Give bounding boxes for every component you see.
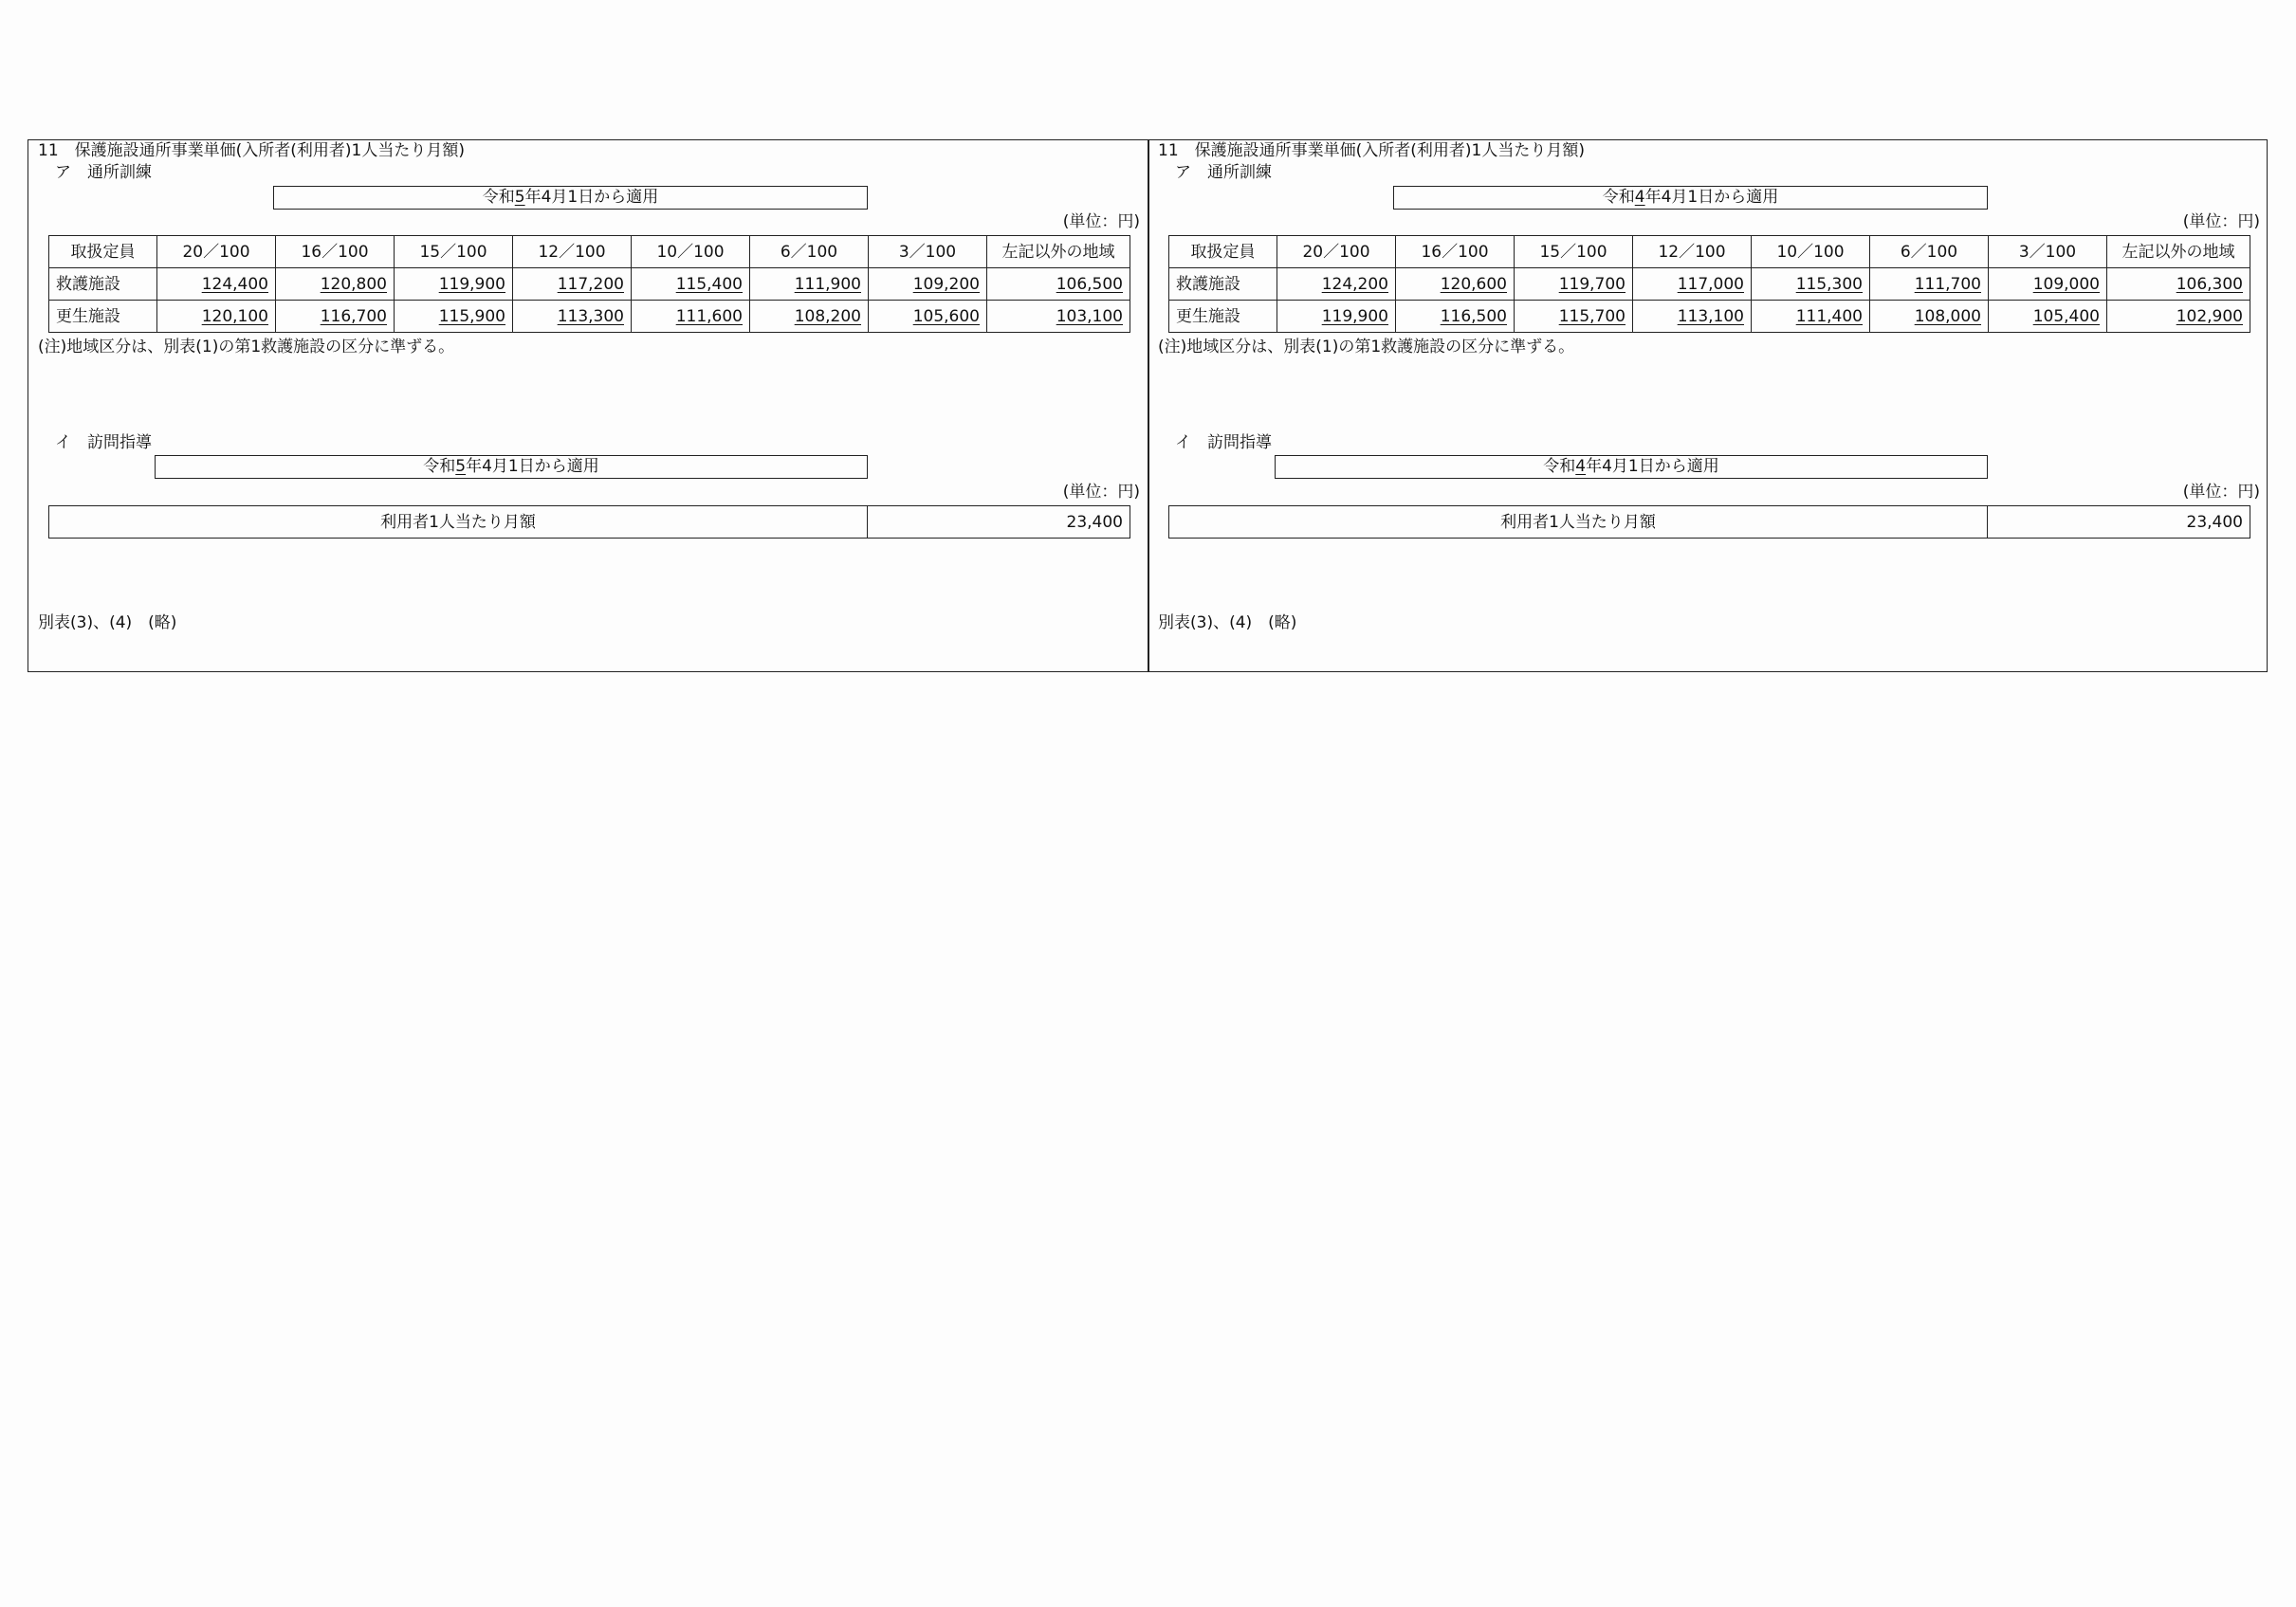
table-cell: 119,900 <box>438 274 505 294</box>
table-cell: 111,900 <box>794 274 861 294</box>
changed-year: 5 <box>514 188 525 207</box>
changed-year: 4 <box>1575 457 1587 476</box>
header-cell: 左記以外の地域 <box>2107 236 2250 268</box>
section-title: 11 保護施設通所事業単価(入所者(利用者)1人当たり月額) <box>1158 141 1585 160</box>
table-cell: 108,000 <box>1914 306 1981 326</box>
table-cell: 113,100 <box>1677 306 1744 326</box>
revised-column <box>28 140 1148 671</box>
home-visit-table <box>48 505 1130 539</box>
table-cell: 102,900 <box>2176 306 2243 326</box>
header-cell: 取扱定員 <box>49 236 157 268</box>
visit-label: 利用者1人当たり月額 <box>49 506 868 539</box>
table-cell: 111,700 <box>1914 274 1981 294</box>
table-note: (注)地域区分は、別表(1)の第1救護施設の区分に準ずる。 <box>1158 338 1575 356</box>
table-cell: 120,100 <box>201 306 268 326</box>
table-header-row <box>49 236 1130 268</box>
day-training-table <box>1168 235 2250 333</box>
table-cell: 119,700 <box>1558 274 1626 294</box>
unit-label: (単位：円) <box>2182 212 2260 231</box>
effective-date-box-a: 令和4年4月1日から適用 <box>1393 186 1988 210</box>
subsection-title-a: ア 通所訓練 <box>1175 163 1272 182</box>
table-header-row <box>1169 236 2250 268</box>
header-cell: 20／100 <box>157 236 276 268</box>
unit-label: (単位：円) <box>1062 212 1140 231</box>
effective-date-box-b: 令和4年4月1日から適用 <box>1275 455 1988 479</box>
header-cell: 取扱定員 <box>1169 236 1277 268</box>
header-cell: 6／100 <box>750 236 869 268</box>
footer-note: 別表(3)、(4) (略) <box>38 613 177 632</box>
header-cell: 15／100 <box>395 236 513 268</box>
table-cell: 115,400 <box>675 274 743 294</box>
unit-label: (単位：円) <box>2182 483 2260 502</box>
table-row <box>49 301 1130 333</box>
visit-value: 23,400 <box>1988 506 2250 539</box>
visit-label: 利用者1人当たり月額 <box>1169 506 1988 539</box>
table-note: (注)地域区分は、別表(1)の第1救護施設の区分に準ずる。 <box>38 338 455 356</box>
header-cell: 16／100 <box>1396 236 1515 268</box>
header-cell: 10／100 <box>1752 236 1870 268</box>
changed-year: 5 <box>455 457 467 476</box>
subsection-title-b: イ 訪問指導 <box>55 433 152 452</box>
table-cell: 105,400 <box>2032 306 2100 326</box>
table-cell: 119,900 <box>1321 306 1388 326</box>
table-cell: 111,600 <box>675 306 743 326</box>
table-cell: 106,300 <box>2176 274 2243 294</box>
table-cell: 108,200 <box>794 306 861 326</box>
table-cell: 109,200 <box>912 274 980 294</box>
effective-date-box-a: 令和5年4月1日から適用 <box>273 186 868 210</box>
header-cell: 3／100 <box>1989 236 2107 268</box>
effective-date-box-b: 令和5年4月1日から適用 <box>155 455 868 479</box>
table-cell: 115,300 <box>1795 274 1863 294</box>
comparison-sheet <box>28 139 2268 672</box>
header-cell: 3／100 <box>869 236 987 268</box>
row-label: 更生施設 <box>49 301 157 333</box>
table-cell: 109,000 <box>2032 274 2100 294</box>
table-cell: 124,400 <box>201 274 268 294</box>
table-cell: 116,700 <box>320 306 387 326</box>
subsection-title-b: イ 訪問指導 <box>1175 433 1272 452</box>
table-cell: 111,400 <box>1795 306 1863 326</box>
table-cell: 117,200 <box>557 274 624 294</box>
table-cell: 105,600 <box>912 306 980 326</box>
header-cell: 10／100 <box>632 236 750 268</box>
home-visit-table <box>1168 505 2250 539</box>
header-cell: 16／100 <box>276 236 395 268</box>
changed-year: 4 <box>1634 188 1645 207</box>
visit-value: 23,400 <box>868 506 1130 539</box>
table-cell: 115,900 <box>438 306 505 326</box>
table-cell: 117,000 <box>1677 274 1744 294</box>
section-title: 11 保護施設通所事業単価(入所者(利用者)1人当たり月額) <box>38 141 465 160</box>
table-row <box>1169 301 2250 333</box>
table-cell: 103,100 <box>1056 306 1123 326</box>
header-cell: 左記以外の地域 <box>987 236 1130 268</box>
table-row <box>49 268 1130 301</box>
header-cell: 12／100 <box>513 236 632 268</box>
header-cell: 15／100 <box>1515 236 1633 268</box>
table-cell: 113,300 <box>557 306 624 326</box>
header-cell: 6／100 <box>1870 236 1989 268</box>
day-training-table <box>48 235 1130 333</box>
unit-label: (単位：円) <box>1062 483 1140 502</box>
subsection-title-a: ア 通所訓練 <box>55 163 152 182</box>
table-row <box>49 506 1130 539</box>
header-cell: 20／100 <box>1277 236 1396 268</box>
table-cell: 115,700 <box>1558 306 1626 326</box>
header-cell: 12／100 <box>1633 236 1752 268</box>
table-cell: 124,200 <box>1321 274 1388 294</box>
table-cell: 120,800 <box>320 274 387 294</box>
footer-note: 別表(3)、(4) (略) <box>1158 613 1297 632</box>
table-row <box>1169 506 2250 539</box>
table-row <box>1169 268 2250 301</box>
row-label: 更生施設 <box>1169 301 1277 333</box>
current-column <box>1148 140 2268 671</box>
table-cell: 116,500 <box>1440 306 1507 326</box>
table-cell: 120,600 <box>1440 274 1507 294</box>
row-label: 救護施設 <box>1169 268 1277 301</box>
row-label: 救護施設 <box>49 268 157 301</box>
table-cell: 106,500 <box>1056 274 1123 294</box>
